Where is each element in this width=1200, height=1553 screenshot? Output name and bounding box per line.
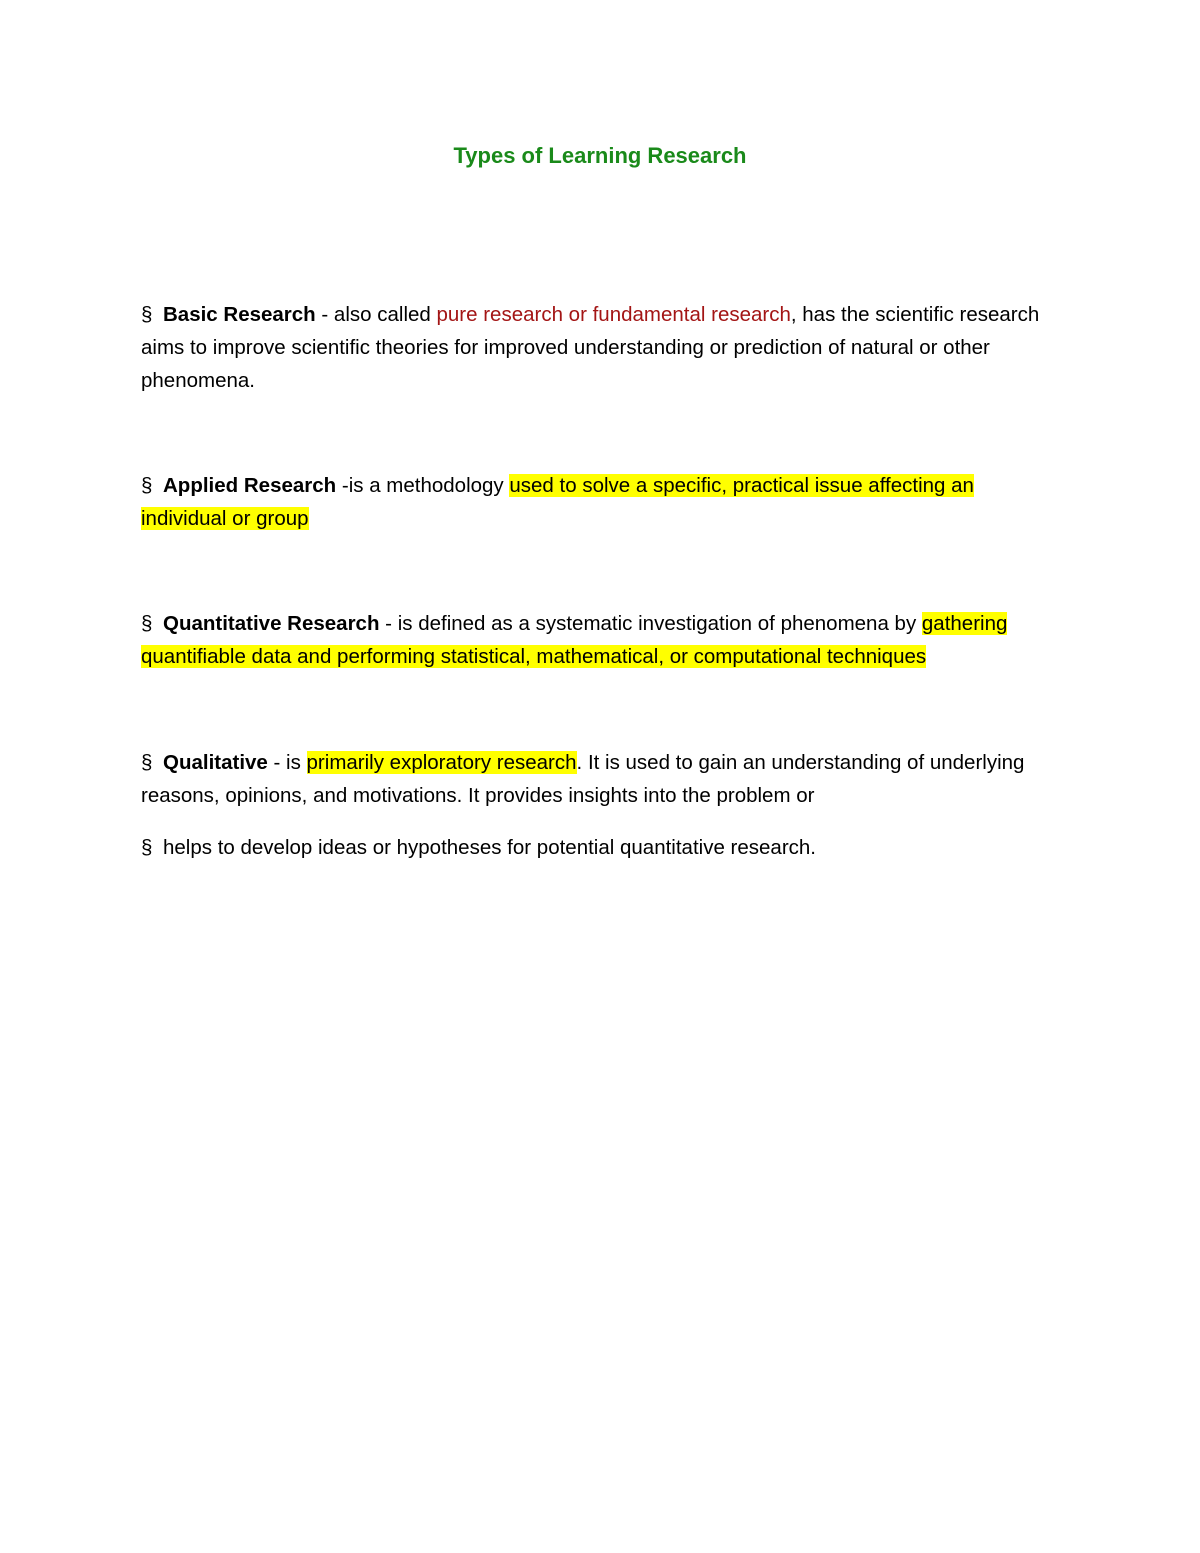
definition-text: . It is used to gain an understanding of underlying reasons, opinions, and motivations. It provides insights into the problem or xyxy=(141,751,1025,807)
term-quantitative-research: Quantitative Research xyxy=(163,612,380,635)
bullet-icon: § xyxy=(141,612,153,635)
bullet-icon: § xyxy=(141,474,153,497)
term-basic-research: Basic Research xyxy=(163,303,316,326)
section-applied-research xyxy=(141,469,1061,535)
section-basic-research xyxy=(141,298,1061,397)
body-text: helps to develop ideas or hypotheses for potential quantitative research. xyxy=(163,836,816,859)
section-hypotheses xyxy=(141,831,1061,864)
section-quantitative-research xyxy=(141,607,1061,673)
definition-text: - also called xyxy=(315,303,437,326)
red-emphasis: pure research or fundamental research xyxy=(436,303,791,326)
term-applied-research: Applied Research xyxy=(163,474,337,497)
definition-text: - is defined as a systematic investigation of phenomena by xyxy=(379,612,922,635)
bullet-icon: § xyxy=(141,836,153,859)
definition-text: , has the scientific research aims to improve scientific theories for improved understanding or prediction of natural or other phenomena. xyxy=(141,303,1040,392)
page-title: Types of Learning Research xyxy=(453,143,747,168)
term-qualitative: Qualitative xyxy=(163,751,268,774)
bullet-icon: § xyxy=(141,303,153,326)
definition-text: - is xyxy=(267,751,307,774)
bullet-icon: § xyxy=(141,751,153,774)
section-qualitative xyxy=(141,746,1061,812)
definition-text: -is a methodology xyxy=(336,474,510,497)
highlighted-text: primarily exploratory research xyxy=(306,751,577,774)
highlighted-text: used to solve a specific, practical issue affecting an individual or group xyxy=(141,474,974,530)
highlighted-text: gathering quantifiable data and performing statistical, mathematical, or computational techniques xyxy=(141,612,1008,668)
